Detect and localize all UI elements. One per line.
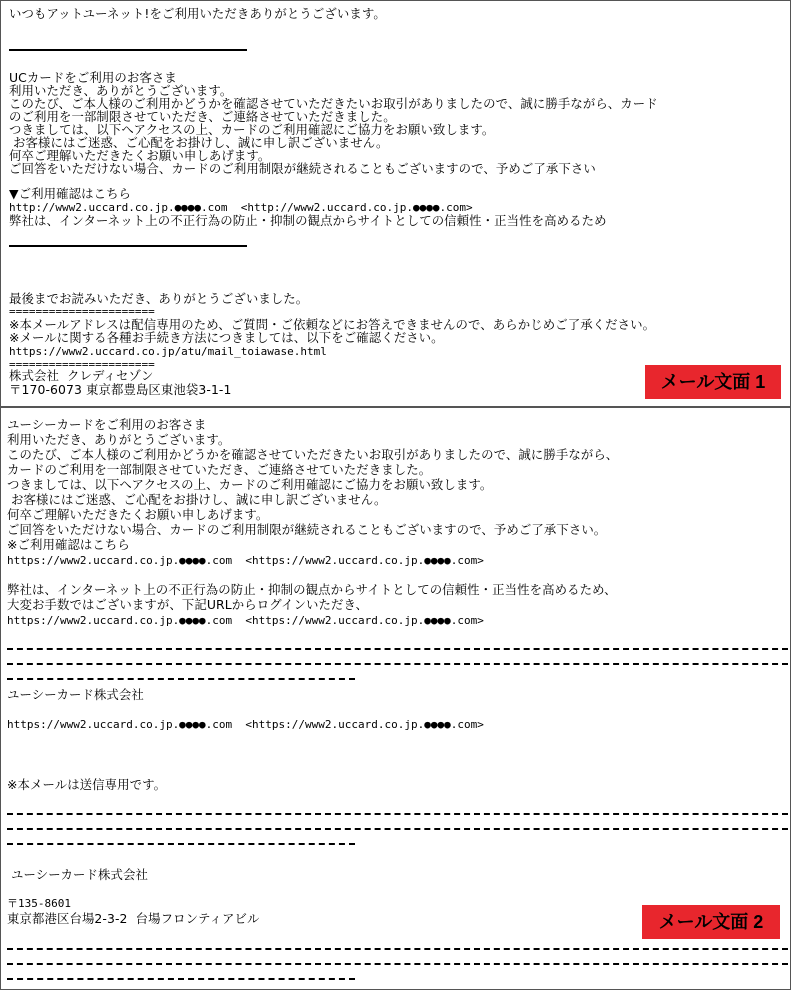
send-only-notice: ※本メールは送信専用です。 <box>7 777 167 792</box>
body-line: お客様にはご迷惑、ご心配をお掛けし、誠に申し訳ございません。 <box>9 135 389 150</box>
body-line: ご回答をいただけない場合、カードのご利用制限が継続されることもございますので、予めご了承下さい <box>9 161 596 176</box>
security-line: 弊社は、インターネット上の不正行為の防止・抑制の観点からサイトとしての信頼性・正当性を高めるため、 <box>7 582 617 597</box>
dashed-divider <box>7 948 788 950</box>
email-sample-2 <box>0 407 791 990</box>
confirm-heading: ▼ご利用確認はこちら <box>9 186 132 201</box>
dashed-divider <box>7 648 788 650</box>
email-label-badge: メール文面 2 <box>642 905 780 939</box>
body-line: UCカードをご利用のお客さま <box>9 70 177 85</box>
dashed-divider <box>7 663 788 665</box>
body-line: 利用いただき、ありがとうございます。 <box>7 432 231 447</box>
notice-line: ※本メールアドレスは配信専用のため、ご質問・ご依頼などにお答えできませんので、あらかじめご了承ください。 <box>9 317 656 332</box>
confirm-link[interactable]: http://www2.uccard.co.jp.●●●●.com <http://www2.uccard.co.jp.●●●●.com> <box>9 201 473 214</box>
divider-text: ====================== <box>9 358 155 371</box>
greeting: いつもアットユーネット!をご利用いただきありがとうございます。 <box>9 6 386 21</box>
body-line: ※ご利用確認はこちら <box>7 537 130 552</box>
divider-text: ====================== <box>9 305 155 318</box>
company-address: 東京都港区台場2-3-2 台場フロンティアビル <box>7 911 260 926</box>
body-line: つきましては、以下へアクセスの上、カードのご利用確認にご協力をお願い致します。 <box>9 122 495 137</box>
body-line: このたび、ご本人様のご利用かどうかを確認させていただきたいお取引がありましたので、誠に勝手ながら、カード <box>9 96 658 111</box>
body-line: お客様にはご迷惑、ご心配をお掛けし、誠に申し訳ございません。 <box>7 492 387 507</box>
postal-code: 〒135-8601 <box>7 897 71 910</box>
body-line: 何卒ご理解いただきたくお願い申しあげます。 <box>7 507 269 522</box>
security-line: 大変お手数ではございますが、下記URLからログインいただき、 <box>7 597 369 612</box>
site-link[interactable]: https://www2.uccard.co.jp.●●●●.com <https://www2.uccard.co.jp.●●●●.com> <box>7 718 484 731</box>
notice-line: ※メールに関する各種お手続き方法につきましては、以下をご確認ください。 <box>9 330 444 345</box>
dashed-divider <box>7 963 788 965</box>
divider-line <box>9 245 247 247</box>
company-address: 〒170-6073 東京都豊島区東池袋3-1-1 <box>9 382 232 397</box>
email-label-badge: メール文面 1 <box>645 365 781 399</box>
inquiry-link[interactable]: https://www2.uccard.co.jp/atu/mail_toiawase.html <box>9 345 327 358</box>
body-line: カードのご利用を一部制限させていただき、ご連絡させていただきました。 <box>7 462 432 477</box>
dashed-divider <box>7 978 355 980</box>
body-line: つきましては、以下へアクセスの上、カードのご利用確認にご協力をお願い致します。 <box>7 477 493 492</box>
email-sample-1 <box>0 0 791 407</box>
company-name: ユーシーカード株式会社 <box>7 687 144 702</box>
body-line: 何卒ご理解いただきたくお願い申しあげます。 <box>9 148 271 163</box>
footer-company: ユーシーカード株式会社 <box>7 867 148 882</box>
dashed-divider <box>7 843 355 845</box>
divider-line <box>9 49 247 51</box>
company-name: 株式会社 クレディセゾン <box>9 368 154 383</box>
body-line: ご回答をいただけない場合、カードのご利用制限が継続されることもございますので、予めご了承下さい。 <box>7 522 607 537</box>
login-link[interactable]: https://www2.uccard.co.jp.●●●●.com <https://www2.uccard.co.jp.●●●●.com> <box>7 614 484 627</box>
dashed-divider <box>7 678 355 680</box>
body-line: このたび、ご本人様のご利用かどうかを確認させていただきたいお取引がありましたので、誠に勝手ながら、 <box>7 447 619 462</box>
dashed-divider <box>7 813 788 815</box>
body-line: 利用いただき、ありがとうございます。 <box>9 83 233 98</box>
body-line: のご利用を一部制限させていただき、ご連絡させていただきました。 <box>9 109 396 124</box>
dashed-divider <box>7 828 788 830</box>
security-note: 弊社は、インターネット上の不正行為の防止・抑制の観点からサイトとしての信頼性・正当性を高めるため <box>9 213 607 228</box>
closing-text: 最後までお読みいただき、ありがとうございました。 <box>9 291 309 306</box>
body-line: ユーシーカードをご利用のお客さま <box>7 417 207 432</box>
confirm-link[interactable]: https://www2.uccard.co.jp.●●●●.com <https://www2.uccard.co.jp.●●●●.com> <box>7 554 484 567</box>
